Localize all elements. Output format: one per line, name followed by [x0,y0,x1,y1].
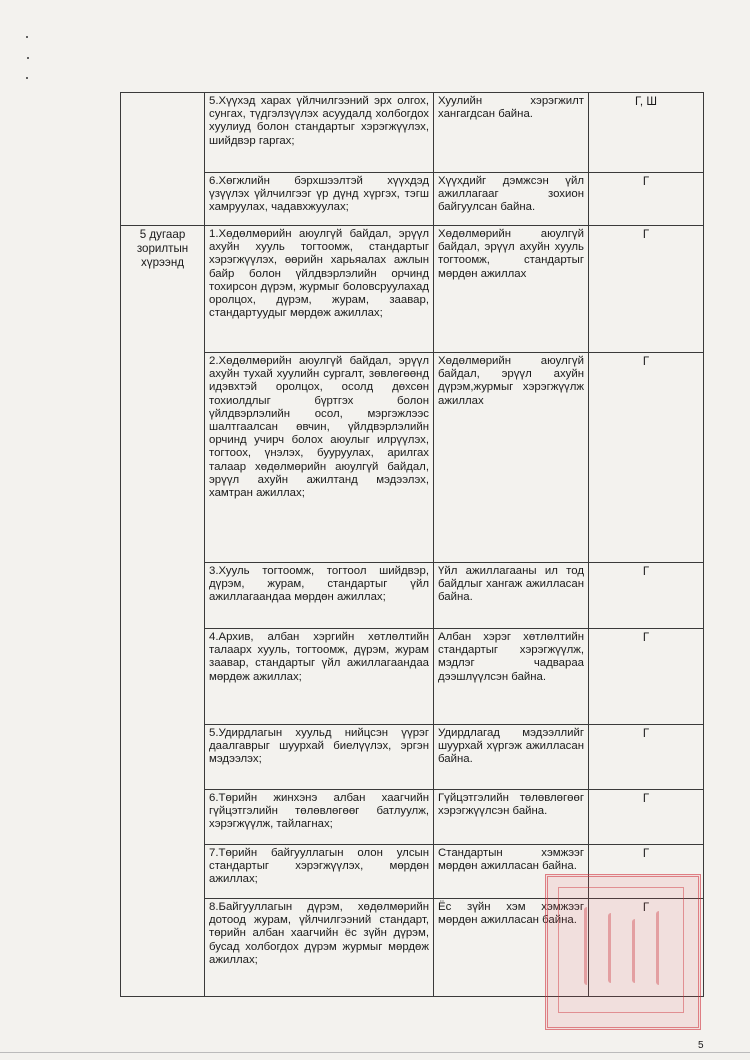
table-row [121,725,704,790]
code-cell: Г [589,629,704,725]
task-cell: 5.Хүүхэд харах үйлчилгээний эрх олгох, сунгах, түдгэлзүүлэх асуудалд холбогдох хуулиуд болон стандартыг хэрэгжүүлэх, шийдвэр гаргах; [205,93,434,173]
seal-script-glyph [608,913,621,983]
task-cell: 6.Төрийн жинхэнэ албан хаагчийн гүйцэтгэлийн төлөвлөгөөг батлуулж, хэрэгжүүлж, тайлагнах; [205,790,434,845]
official-seal-stamp [545,874,701,1030]
plan-table [120,92,704,997]
task-cell: 8.Байгууллагын дүрэм, хөдөлмөрийн дотоод журам, үйлчилгээний стандарт, төрийн албан хаагчийн ёс зүйн дүрэм, бусад холбогдох дүрэм журмыг мөрдөж ажиллах; [205,899,434,997]
result-cell: Гүйцэтгэлийн төлөвлөгөөг хэрэгжүүлсэн байна. [434,790,589,845]
code-cell: Г [589,563,704,629]
code-cell: Г [589,226,704,353]
page-number: 5 [698,1040,704,1051]
margin-dot [26,36,28,38]
code-cell: Г [589,353,704,563]
table-row [121,563,704,629]
seal-script-glyph [632,919,645,983]
result-cell: Хөдөлмөрийн аюулгүй байдал, эрүүл ахуйн дүрэм,журмыг хэрэгжүүлж ажиллах [434,353,589,563]
task-cell: 1.Хөдөлмөрийн аюулгүй байдал, эрүүл ахуйн хууль тогтоомж, стандартыг хэрэгжүүлэх, өөрийн харьяалах ажлын байр болон үйлдвэрлэлийн орчинд тохирсон дүрэм, журмыг боловсруулахад оролцох, дүрэм, журам, заавар, стандартуудыг мөрдөж ажиллах; [205,226,434,353]
code-cell: Г [589,845,704,899]
seal-script-glyph [656,911,669,985]
code-cell: Г [589,173,704,226]
result-cell: Ёс зүйн хэм хэмжээг мөрдөн ажилласан байна. [434,899,589,997]
task-cell: 6.Хөгжлийн бэрхшээлтэй хүүхдэд үзүүлэх үйлчилгээг үр дүнд хүргэх, тэгш хамруулах, чадавхжуулах; [205,173,434,226]
table-row [121,93,704,173]
scan-edge-line [0,1052,750,1053]
result-cell: Стандартын хэмжээг мөрдөн ажилласан байна. [434,845,589,899]
result-cell: Хуулийн хэрэгжилт хангагдсан байна. [434,93,589,173]
result-cell: Албан хэрэг хөтлөлтийн стандартыг хэрэгжүүлж, мэдлэг чадвараа дээшлүүлсэн байна. [434,629,589,725]
code-cell: Г [589,725,704,790]
result-cell: Үйл ажиллагааны ил тод байдлыг хангаж ажилласан байна. [434,563,589,629]
code-cell: Г [589,899,704,997]
result-cell: Хөдөлмөрийн аюулгүй байдал, эрүүл ахуйн хууль тогтоомж, стандартыг мөрдөн ажиллах [434,226,589,353]
goal-label-cell: 5 дугаар зорилтын хүрээнд [121,226,205,997]
task-cell: 5.Удирдлагын хуульд нийцсэн үүрэг даалгаврыг шуурхай биелүүлэх, эргэн мэдээлэх; [205,725,434,790]
task-cell: 2.Хөдөлмөрийн аюулгүй байдал, эрүүл ахуйн тухай хуулийн сургалт, зөвлөгөөнд идэвхтэй оролцох, осолд дөхсөн тохиолдлыг бүртгэх болон үйлдвэрлэлийн осол, мэргэжлээс шалтгаалсан өвчин, үйлдвэрлэлийн орчинд учирч болох аюулыг илрүүлэх, тогтоох, үнэлэх, бууруулах, арилгах талаар хөдөлмөрийн аюулгүй байдал, эрүүл ахуйн ажилтанд мэдээлэх, хамтран ажиллах; [205,353,434,563]
table-row [121,226,704,353]
table-row [121,353,704,563]
result-cell: Удирдлагад мэдээллийг шуурхай хүргэж ажилласан байна. [434,725,589,790]
code-cell: Г [589,790,704,845]
margin-dot [26,77,28,79]
table-row [121,790,704,845]
task-cell: 3.Хууль тогтоомж, тогтоол шийдвэр, дүрэм, журам, стандартыг үйл ажиллагаандаа мөрдөн ажиллах; [205,563,434,629]
code-cell: Г, Ш [589,93,704,173]
table-row [121,173,704,226]
margin-dot [27,57,29,59]
goal-cell-prev [121,93,205,226]
task-cell: 7.Төрийн байгууллагын олон улсын стандартыг хэрэгжүүлэх, мөрдөн ажиллах; [205,845,434,899]
seal-script-glyph [584,907,597,985]
result-cell: Хүүхдийг дэмжсэн үйл ажиллагааг зохион байгуулсан байна. [434,173,589,226]
task-cell: 4.Архив, албан хэргийн хөтлөлтийн талаарх хууль, тогтоомж, дүрэм, журам заавар, стандартыг үйл ажиллагаандаа мөрдөж ажиллах; [205,629,434,725]
table-row [121,629,704,725]
